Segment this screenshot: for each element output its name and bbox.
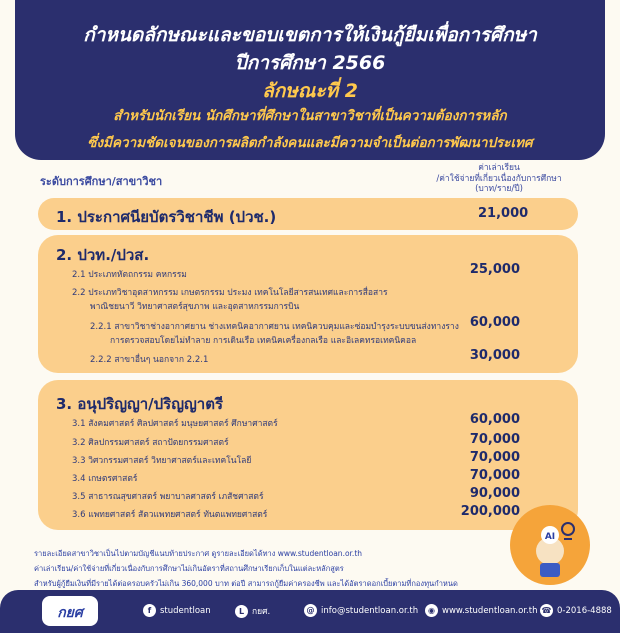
list-item-value: 200,000: [460, 504, 520, 519]
email-icon: @: [304, 604, 317, 617]
column-header-amount-1: ค่าเล่าเรียน: [478, 163, 520, 173]
line-icon: L: [235, 605, 248, 618]
note-2: ค่าเล่าเรียน/ค่าใช้จ่ายที่เกี่ยวเนื่องกับการศึกษาไม่เกินอัตราที่สถานศึกษาเรียกเก็บในแต่ละหลักสูตร: [34, 564, 344, 573]
list-item-value: 60,000: [469, 315, 520, 330]
list-item-value: 25,000: [469, 262, 520, 277]
phone-label: 0-2016-4888: [557, 605, 612, 616]
category-label: 1. ประกาศนียบัตรวิชาชีพ (ปวช.): [56, 208, 277, 226]
facebook-link[interactable]: [143, 604, 211, 617]
list-item-value: 70,000: [469, 432, 520, 447]
phone-link[interactable]: [540, 604, 612, 617]
website-label: www.studentloan.or.th: [442, 605, 538, 616]
title-line-1: กำหนดลักษณะและขอบเขตการให้เงินกู้ยืมเพื่อการศึกษา: [83, 24, 537, 46]
category-card-bachelor: [38, 380, 578, 530]
list-item: 3.5 สาธารณสุขศาสตร์ พยาบาลศาสตร์ เภสัชศาสตร์: [72, 492, 264, 502]
list-item-value: 60,000: [469, 412, 520, 427]
ai-robot-icon: [510, 505, 590, 585]
column-header-amount: [428, 163, 570, 195]
facebook-icon: f: [143, 604, 156, 617]
column-header-amount-2: /ค่าใช้จ่ายที่เกี่ยวเนื่องกับการศึกษา: [436, 173, 562, 184]
list-item-value: 30,000: [469, 348, 520, 363]
column-header-amount-3: (บาท/ราย/ปี): [475, 184, 523, 194]
list-item: พาณิชยนาวี วิทยาศาสตร์สุขภาพ และอุตสาหกรรมการบิน: [90, 302, 300, 312]
line-link[interactable]: [235, 604, 270, 618]
category-label: 2. ปวท./ปวส.: [56, 246, 150, 264]
list-item: 3.2 ศิลปกรรมศาสตร์ สถาปัตยกรรมศาสตร์: [72, 438, 229, 448]
list-item-value: 70,000: [469, 468, 520, 483]
website-link[interactable]: [425, 604, 537, 617]
title-year: ปีการศึกษา 2566: [234, 52, 386, 74]
mascot-ai-icon: [510, 505, 590, 585]
list-item: 2.2.1 สาขาวิชาช่างอากาศยาน ช่างเทคนิคอากาศยาน เทคนิควบคุมและซ่อมบำรุงระบบขนส่งทางราง: [90, 322, 459, 332]
category-value: 21,000: [478, 206, 529, 221]
list-item: 2.1 ประเภทหัตถกรรม คหกรรม: [72, 270, 187, 280]
email-link[interactable]: [304, 604, 418, 617]
list-item-value: 90,000: [469, 486, 520, 501]
subtitle-line-1: สำหรับนักเรียน นักศึกษาที่ศึกษาในสาขาวิชาที่เป็นความต้องการหลัก: [113, 108, 507, 124]
list-item: 2.2 ประเภทวิชาอุตสาหกรรม เกษตรกรรม ประมง เทคโนโลยีสารสนเทศและการสื่อสาร: [72, 288, 388, 298]
globe-icon: ◉: [425, 604, 438, 617]
line-label: กยศ.: [252, 607, 271, 617]
list-item: 3.4 เกษตรศาสตร์: [72, 474, 138, 484]
subtitle-line-2: ซึ่งมีความชัดเจนของการผลิตกำลังคนและมีความจำเป็นต่อการพัฒนาประเทศ: [87, 135, 533, 151]
footer-bar: [0, 590, 620, 633]
list-item: การตรวจสอบโดยไม่ทำลาย การเดินเรือ เทคนิคเครื่องกลเรือ และอิเลคทรอเทคนิคอล: [110, 336, 417, 346]
ai-badge-text: AI: [544, 532, 556, 542]
phone-icon: ☎: [541, 606, 552, 615]
list-item-value: 70,000: [469, 450, 520, 465]
title-type: ลักษณะที่ 2: [262, 80, 358, 102]
facebook-label: studentloan: [160, 605, 211, 616]
header-banner: [15, 0, 605, 160]
list-item: 3.3 วิศวกรรมศาสตร์ วิทยาศาสตร์และเทคโนโลยี: [72, 456, 252, 466]
logo-text: กยศ: [57, 605, 83, 621]
category-card-vocational: [38, 198, 578, 230]
list-item: 3.1 สังคมศาสตร์ ศิลปศาสตร์ มนุษยศาสตร์ ศึกษาศาสตร์: [72, 419, 278, 429]
list-item: 3.6 แพทยศาสตร์ สัตวแพทยศาสตร์ ทันตแพทยศาสตร์: [72, 510, 268, 520]
category-card-diploma: [38, 235, 578, 373]
logo: [42, 596, 98, 626]
note-1: รายละเอียดสาขาวิชาเป็นไปตามบัญชีแนบท้ายประกาศ ดูรายละเอียดได้ทาง www.studentloan.or.th: [34, 549, 363, 558]
category-label: 3. อนุปริญญา/ปริญญาตรี: [56, 395, 224, 413]
note-3: สำหรับผู้กู้ยืมเงินที่มีรายได้ต่อครอบครัวไม่เกิน 360,000 บาท ต่อปี สามารถกู้ยืมค่าครองชีพ และได้อัตราดอกเบี้ยตามที่กองทุนกำหนด: [34, 579, 458, 588]
email-label: info@studentloan.or.th: [321, 605, 419, 616]
list-item: 2.2.2 สาขาอื่นๆ นอกจาก 2.2.1: [90, 355, 209, 365]
column-header-level: ระดับการศึกษา/สาขาวิชา: [40, 175, 163, 188]
